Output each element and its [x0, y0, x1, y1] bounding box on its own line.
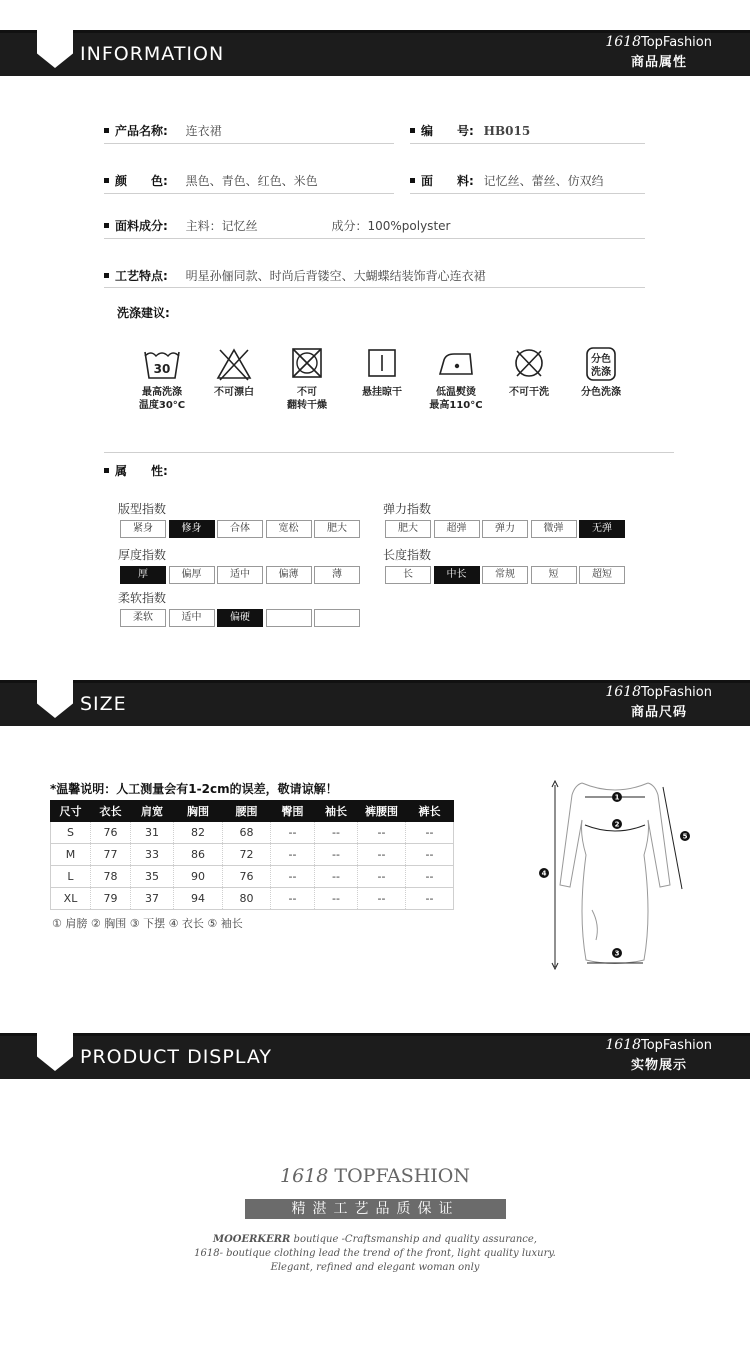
- banner-subtitle: 实物展示: [630, 1058, 687, 1073]
- table-cell: 72: [223, 844, 271, 866]
- table-cell: 80: [223, 888, 271, 910]
- svg-text:3: 3: [614, 949, 620, 958]
- information-banner: [0, 30, 750, 76]
- table-row: [51, 866, 454, 888]
- table-row: [51, 822, 454, 844]
- iron-low-icon: [436, 346, 476, 382]
- length-options: [385, 566, 628, 584]
- attr-option: [314, 609, 360, 627]
- no-dry-clean-icon: [509, 346, 549, 382]
- size-banner: [0, 680, 750, 726]
- brand-logo: 1618TopFashion: [605, 1037, 712, 1053]
- attr-option: 肥大: [314, 520, 360, 538]
- table-row: [51, 888, 454, 910]
- no-bleach-item: 不可漂白: [199, 346, 269, 399]
- table-cell: --: [315, 822, 358, 844]
- table-cell: 90: [174, 866, 223, 888]
- table-cell: 68: [223, 822, 271, 844]
- hang-dry-icon: [362, 346, 402, 382]
- brand-logo: 1618TopFashion: [605, 34, 712, 50]
- svg-text:洗涤: 洗涤: [591, 367, 611, 378]
- column-header: 衣长: [91, 801, 131, 822]
- size-table-header: [51, 801, 454, 822]
- product-name-row: 产品名称: 连衣裙: [104, 122, 222, 139]
- table-cell: 76: [223, 866, 271, 888]
- svg-text:分色: 分色: [591, 354, 611, 365]
- attr-option: 微弹: [531, 520, 577, 538]
- length-label: 长度指数: [383, 548, 432, 562]
- tagline-1: MOOERKERR boutique -Craftsmanship and quality assurance,: [213, 1234, 537, 1245]
- iron-low-item: 低温熨烫 最高110°C: [421, 346, 491, 412]
- thickness-options: [120, 566, 363, 584]
- bullet-icon: [104, 273, 109, 278]
- divider: [410, 143, 645, 144]
- table-cell: --: [358, 844, 406, 866]
- measure-legend: ① 肩膀 ② 胸围 ③ 下摆 ④ 衣长 ⑤ 袖长: [52, 917, 243, 930]
- attr-option: [266, 609, 312, 627]
- banner-subtitle: 商品尺码: [630, 705, 687, 720]
- size-table: [50, 800, 454, 910]
- table-cell: --: [315, 844, 358, 866]
- attr-option: 薄: [314, 566, 360, 584]
- table-cell: --: [315, 888, 358, 910]
- attr-option: 超短: [579, 566, 625, 584]
- bullet-icon: [104, 223, 109, 228]
- banner-title: INFORMATION: [80, 43, 225, 65]
- fit-label: 版型指数: [118, 502, 167, 516]
- column-header: 裤长: [406, 801, 454, 822]
- elastic-options: [385, 520, 628, 538]
- table-cell: --: [271, 866, 315, 888]
- table-cell: --: [271, 844, 315, 866]
- attr-option-selected: 厚: [120, 566, 166, 584]
- svg-text:2: 2: [614, 820, 620, 829]
- table-cell: --: [358, 888, 406, 910]
- attr-option: 宽松: [266, 520, 312, 538]
- craft-row: 工艺特点: 明星孙俪同款、时尚后背镂空、大蝴蝶结装饰背心连衣裙: [104, 267, 486, 284]
- bullet-icon: [104, 468, 109, 473]
- table-cell: M: [51, 844, 91, 866]
- svg-text:5: 5: [682, 832, 688, 841]
- divider: [104, 452, 674, 453]
- table-cell: --: [358, 822, 406, 844]
- table-cell: --: [271, 888, 315, 910]
- divider: [104, 143, 394, 144]
- table-cell: 31: [131, 822, 174, 844]
- svg-text:30: 30: [153, 362, 171, 376]
- softness-options: [120, 609, 363, 627]
- bullet-icon: [410, 128, 415, 133]
- attr-option: 柔软: [120, 609, 166, 627]
- no-dry-clean-item: 不可干洗: [494, 346, 564, 399]
- attr-option: 肥大: [385, 520, 431, 538]
- table-row: [51, 844, 454, 866]
- chevron-icon: [37, 1033, 73, 1071]
- attr-option: 适中: [217, 566, 263, 584]
- column-header: 胸围: [174, 801, 223, 822]
- attr-option: 紧身: [120, 520, 166, 538]
- banner-subtitle: 商品属性: [630, 55, 687, 70]
- attr-option: 超弹: [434, 520, 480, 538]
- chevron-icon: [37, 30, 73, 68]
- bullet-icon: [104, 178, 109, 183]
- table-cell: 76: [91, 822, 131, 844]
- table-cell: 82: [174, 822, 223, 844]
- fit-options: [120, 520, 363, 538]
- table-cell: XL: [51, 888, 91, 910]
- attr-option: 合体: [217, 520, 263, 538]
- brand-logo: 1618TopFashion: [605, 684, 712, 700]
- hang-dry-item: 悬挂晾干: [347, 346, 417, 399]
- table-cell: 37: [131, 888, 174, 910]
- attr-option: 适中: [169, 609, 215, 627]
- bullet-icon: [104, 128, 109, 133]
- attr-option: 长: [385, 566, 431, 584]
- wash-30-item: 30 最高洗涤 温度30°C: [127, 346, 197, 412]
- attributes-title: 属 性:: [104, 462, 168, 479]
- table-cell: --: [406, 888, 454, 910]
- table-cell: 77: [91, 844, 131, 866]
- column-header: 裤腰围: [358, 801, 406, 822]
- chevron-icon: [37, 680, 73, 718]
- column-header: 臀围: [271, 801, 315, 822]
- wash-advice-label: 洗涤建议:: [117, 306, 170, 320]
- attr-option: 偏薄: [266, 566, 312, 584]
- no-tumble-dry-icon: [287, 346, 327, 382]
- table-cell: 35: [131, 866, 174, 888]
- table-cell: --: [406, 844, 454, 866]
- wash-30-icon: [142, 346, 182, 382]
- table-cell: 78: [91, 866, 131, 888]
- fabric-row: 面 料: 记忆丝、蕾丝、仿双绉: [410, 172, 604, 189]
- banner-title: SIZE: [80, 693, 127, 715]
- table-cell: --: [406, 822, 454, 844]
- product-display-banner: [0, 1033, 750, 1079]
- attr-option-selected: 修身: [169, 520, 215, 538]
- divider: [104, 238, 645, 239]
- composition-row: 面料成分: 主料：记忆丝 成分：100%polyster: [104, 217, 450, 234]
- slogan-bar: 精湛工艺品质保证: [245, 1199, 506, 1219]
- divider: [104, 287, 645, 288]
- table-cell: 94: [174, 888, 223, 910]
- column-header: 尺寸: [51, 801, 91, 822]
- separate-wash-icon: [581, 346, 621, 382]
- divider: [410, 193, 645, 194]
- elastic-label: 弹力指数: [383, 502, 432, 516]
- attr-option: 短: [531, 566, 577, 584]
- column-header: 腰围: [223, 801, 271, 822]
- table-cell: S: [51, 822, 91, 844]
- column-header: 袖长: [315, 801, 358, 822]
- attr-option: 常规: [482, 566, 528, 584]
- softness-label: 柔软指数: [118, 591, 167, 605]
- thickness-label: 厚度指数: [118, 548, 167, 562]
- table-cell: 79: [91, 888, 131, 910]
- divider: [104, 193, 394, 194]
- table-cell: 86: [174, 844, 223, 866]
- table-cell: 33: [131, 844, 174, 866]
- table-cell: --: [271, 822, 315, 844]
- svg-text:1: 1: [614, 793, 620, 802]
- banner-title: PRODUCT DISPLAY: [80, 1046, 272, 1068]
- attr-option-selected: 偏硬: [217, 609, 263, 627]
- no-bleach-icon: [214, 346, 254, 382]
- table-cell: L: [51, 866, 91, 888]
- table-cell: --: [315, 866, 358, 888]
- tagline-3: Elegant, refined and elegant woman only: [270, 1262, 480, 1273]
- table-cell: --: [406, 866, 454, 888]
- dress-diagram: [530, 775, 710, 975]
- attr-option-selected: 无弹: [579, 520, 625, 538]
- attr-option: 弹力: [482, 520, 528, 538]
- column-header: 肩宽: [131, 801, 174, 822]
- color-row: 颜 色: 黑色、青色、红色、米色: [104, 172, 318, 189]
- svg-text:4: 4: [541, 869, 547, 878]
- separate-wash-item: 分色 洗涤 分色洗涤: [566, 346, 636, 399]
- attr-option-selected: 中长: [434, 566, 480, 584]
- attr-option: 偏厚: [169, 566, 215, 584]
- code-row: 编 号: HB015: [410, 122, 530, 139]
- no-tumble-dry-item: 不可 翻转干燥: [272, 346, 342, 412]
- bullet-icon: [410, 178, 415, 183]
- tagline-2: 1618- boutique clothing lead the trend of the front, light quality luxury.: [194, 1248, 556, 1259]
- size-note: *温馨说明：人工测量会有1-2cm的误差，敬请谅解！: [50, 782, 338, 796]
- footer-brand: 1618 TOPFASHION: [280, 1165, 470, 1187]
- table-cell: --: [358, 866, 406, 888]
